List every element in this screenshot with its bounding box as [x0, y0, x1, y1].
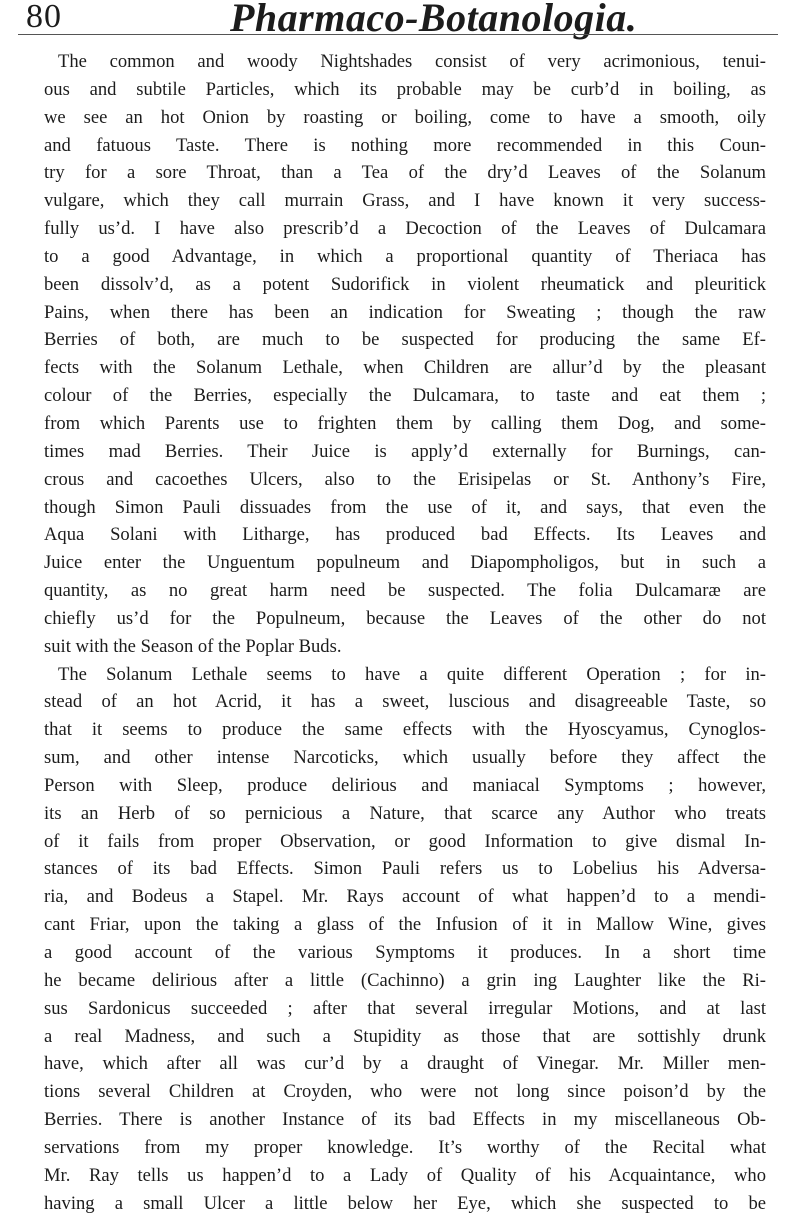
text-line: Berries. There is another Instance of its bad Effects in my miscellaneous Ob- [44, 1109, 766, 1131]
text-line: times mad Berries. Their Juice is apply’d externally for Burnings, can- [44, 440, 766, 462]
page-header [0, 0, 800, 44]
text-line: a good account of the various Symptoms it produces. In a short time [44, 942, 766, 963]
text-line: tions several Children at Croyden, who were not long since poison’d by the [44, 1081, 766, 1103]
text-line: ous and subtile Particles, which its probable may be curb’d in boiling, as [44, 78, 766, 100]
text-line: ria, and Bodeus a Stapel. Mr. Rays account of what happen’d to a mendi- [44, 886, 766, 908]
text-line: Mr. Ray tells us happen’d to a Lady of Quality of his Acquaintance, who [44, 1164, 766, 1186]
text-line: The Solanum Lethale seems to have a quite different Operation ; for in- [58, 663, 766, 685]
text-line: try for a sore Throat, than a Tea of the dry’d Leaves of the Solanum [44, 162, 766, 184]
text-line: have, which after all was cur’d by a draught of Vinegar. Mr. Miller men- [44, 1053, 766, 1075]
text-line: from which Parents use to frighten them by calling them Dog, and some- [44, 412, 766, 434]
text-line: Juice enter the Unguentum populneum and Diapompholigos, but in such a [44, 552, 766, 574]
text-line: fects with the Solanum Lethale, when Children are allur’d by the pleasant [44, 357, 766, 379]
text-line: we see an hot Onion by roasting or boiling, come to have a smooth, oily [44, 106, 766, 128]
text-line: colour of the Berries, especially the Dulcamara, to taste and eat them ; [44, 385, 766, 407]
text-line: crous and cacoethes Ulcers, also to the Erisipelas or St. Anthony’s Fire, [44, 468, 766, 490]
text-line: stances of its bad Effects. Simon Pauli refers us to Lobelius his Adversa- [44, 858, 766, 880]
text-line: chiefly us’d for the Populneum, because the Leaves of the other do not [44, 607, 766, 629]
text-line: suit with the Season of the Poplar Buds. [44, 635, 342, 657]
text-line: having a small Ulcer a little below her Eye, which she suspected to be [44, 1192, 766, 1214]
text-line: that it seems to produce the same effects with the Hyoscyamus, Cynoglos- [44, 719, 766, 741]
text-line: Pains, when there has been an indication for Sweating ; though the raw [44, 301, 766, 323]
text-line: fully us’d. I have also prescrib’d a Decoction of the Leaves of Dulcamara [44, 218, 766, 240]
text-line: to a good Advantage, in which a proportional quantity of Theriaca has [44, 245, 766, 267]
text-line: servations from my proper knowledge. It’s worthy of the Recital what [44, 1136, 766, 1158]
paragraph [44, 48, 766, 661]
header-rule [18, 34, 778, 35]
text-line: quantity, as no great harm need be suspected. The folia Dulcamaræ are [44, 580, 766, 602]
text-line: a real Madness, and such a Stupidity as those that are sottishly drunk [44, 1025, 766, 1047]
body-text [44, 48, 766, 1217]
text-line: stead of an hot Acrid, it has a sweet, luscious and disagreeable Taste, so [44, 691, 766, 713]
text-line: its an Herb of so pernicious a Nature, that scarce any Author who treats [44, 802, 766, 824]
text-line: sum, and other intense Narcoticks, which usually before they affect the [44, 747, 766, 769]
text-line: vulgare, which they call murrain Grass, and I have known it very success- [44, 190, 766, 212]
text-line: he became delirious after a little (Cachinno) a grin ing Laughter like the Ri- [44, 969, 766, 991]
text-line: been dissolv’d, as a potent Sudorifick in violent rheumatick and pleuritick [44, 273, 766, 295]
paragraph [44, 661, 766, 1217]
text-line: Person with Sleep, produce delirious and maniacal Symptoms ; however, [44, 774, 766, 796]
text-line: sus Sardonicus succeeded ; after that several irregular Motions, and at last [44, 997, 766, 1019]
page-number: 80 [26, 0, 62, 35]
text-line: cant Friar, upon the taking a glass of the Infusion of it in Mallow Wine, gives [44, 914, 766, 936]
text-line: of it fails from proper Observation, or good Information to give dismal In- [44, 830, 766, 852]
text-line: though Simon Pauli dissuades from the use of it, and says, that even the [44, 496, 766, 518]
text-line: The common and woody Nightshades consist of very acrimonious, tenui- [58, 51, 766, 72]
text-line: Aqua Solani with Litharge, has produced bad Effects. Its Leaves and [44, 524, 766, 546]
running-head-title: Pharmaco-Botanologia. [230, 0, 638, 40]
text-line: Berries of both, are much to be suspected for producing the same Ef- [44, 329, 766, 351]
text-line: and fatuous Taste. There is nothing more recommended in this Coun- [44, 134, 766, 156]
